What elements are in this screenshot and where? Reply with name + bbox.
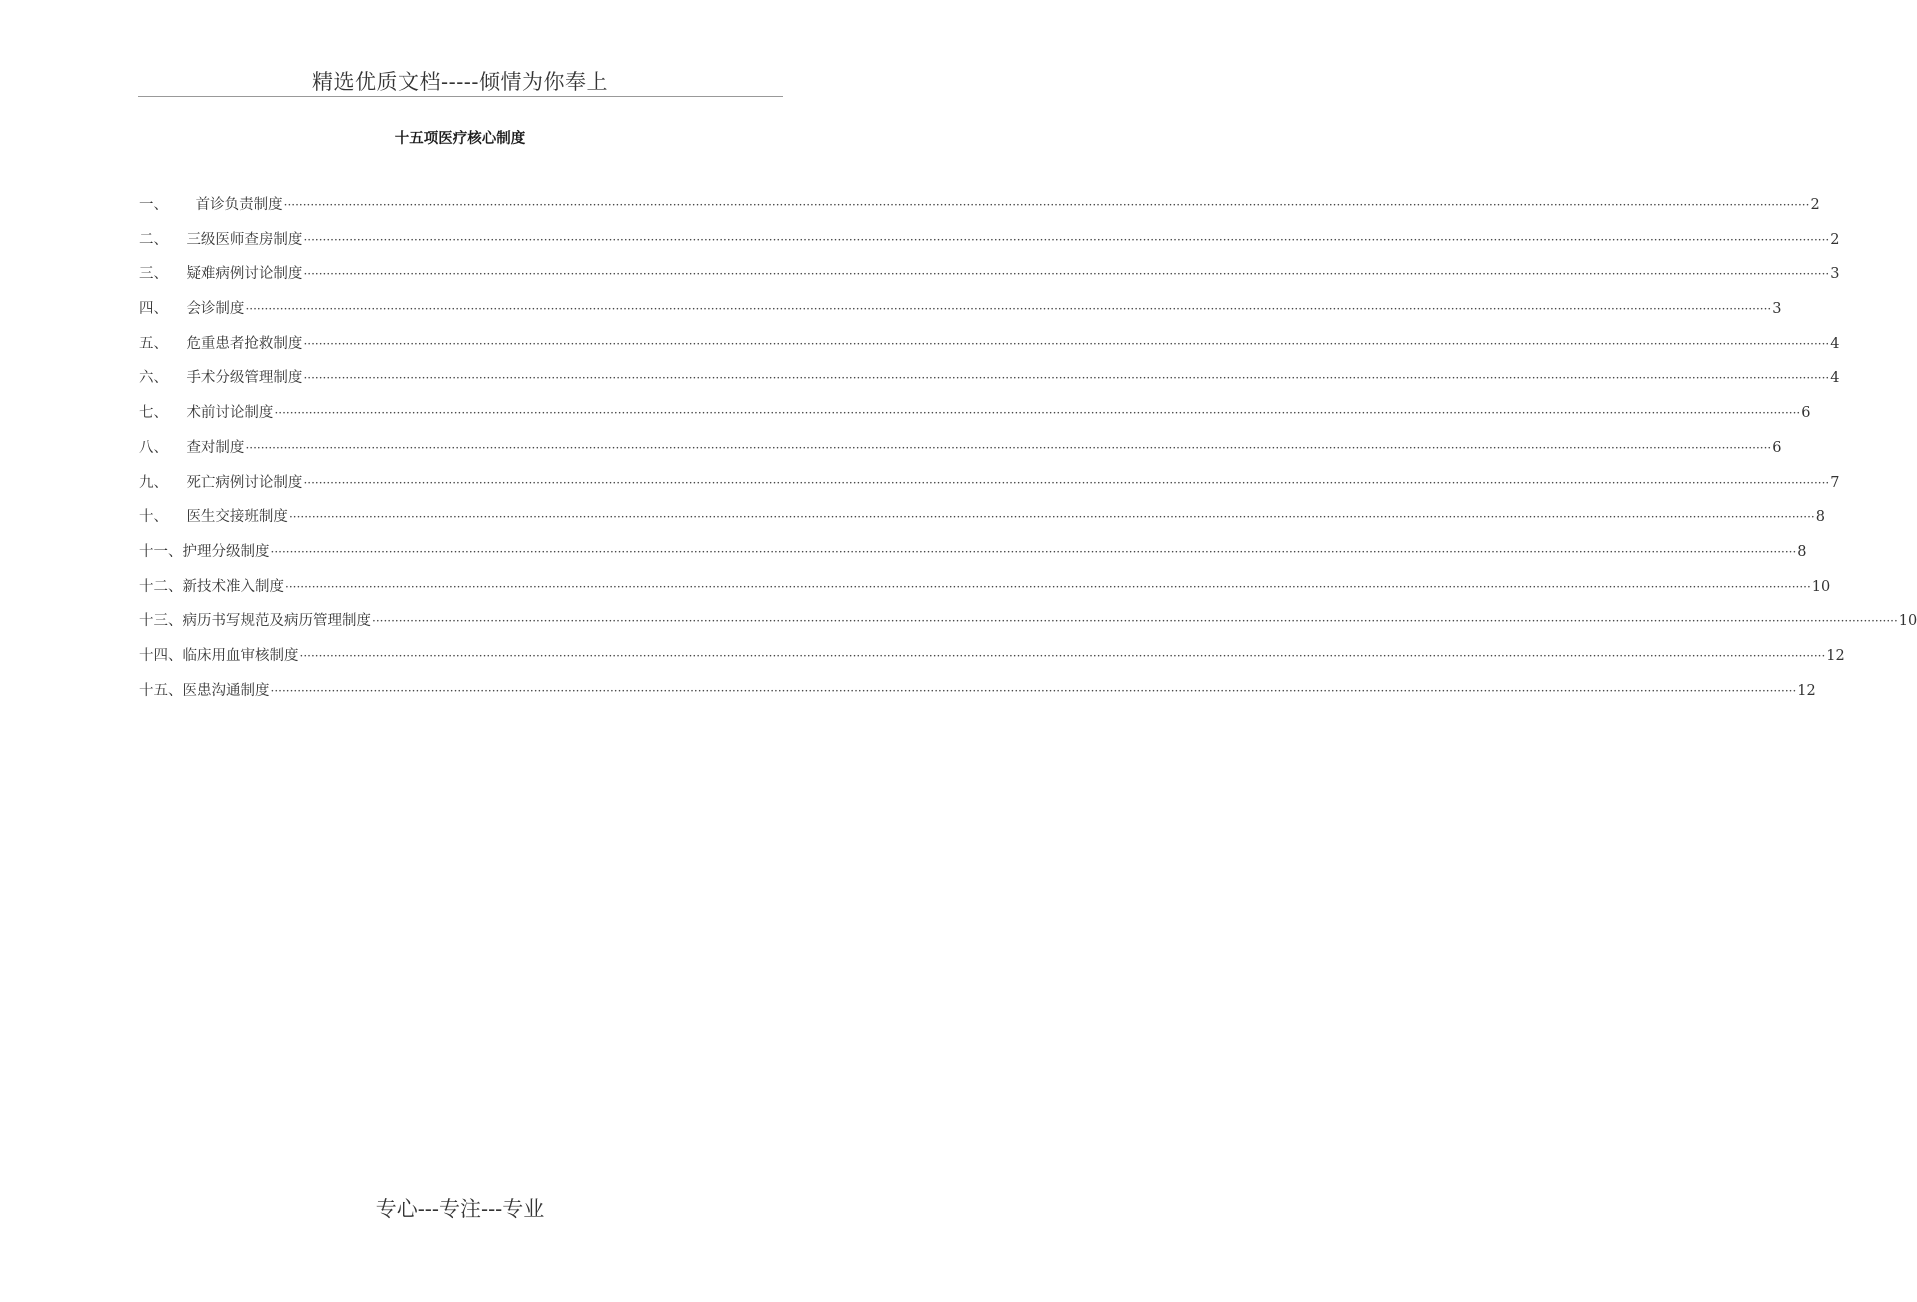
toc-dot-leader: ················································································································································································································································································································································································································ (303, 371, 1830, 386)
toc-entry[interactable] (139, 679, 1816, 714)
page-footer: 专心---专注---专业 (375, 1197, 545, 1221)
toc-entry-title: 死亡病例讨论制度 (186, 474, 303, 491)
toc-entry-spacing (168, 440, 186, 456)
toc-entry-title: 危重患者抢救制度 (186, 335, 303, 352)
toc-entry-number: 十一、 (139, 543, 183, 560)
toc-entry-number: 九、 (139, 474, 168, 491)
toc-entry-spacing (168, 301, 186, 317)
toc-entry-spacing (168, 370, 186, 386)
toc-entry-page-number: 12 (1797, 682, 1816, 699)
toc-dot-leader: ················································································································································································································································································································································································································ (270, 683, 1797, 698)
toc-entry-title: 临床用血审核制度 (182, 647, 299, 664)
toc-entry-title: 新技术准入制度 (182, 578, 284, 595)
toc-entry-number: 三、 (139, 266, 168, 283)
toc-entry-spacing (168, 475, 186, 491)
toc-dot-leader: ················································································································································································································································································································································································································ (245, 302, 1772, 317)
toc-dot-leader: ················································································································································································································································································································································································································ (303, 232, 1830, 247)
toc-entry[interactable] (139, 436, 1782, 471)
toc-entry[interactable] (139, 644, 1845, 679)
toc-entry-number: 十五、 (139, 682, 183, 699)
toc-dot-leader: ················································································································································································································································································································································································································ (303, 336, 1830, 351)
toc-entry-spacing (168, 232, 186, 248)
toc-dot-leader: ················································································································································································································································································································································································································ (288, 510, 1815, 525)
header-divider (138, 96, 783, 97)
toc-entry-number: 十三、 (139, 613, 183, 630)
toc-entry[interactable] (139, 193, 1820, 228)
toc-entry[interactable] (139, 401, 1811, 436)
toc-entry[interactable] (139, 471, 1840, 506)
toc-entry-title: 手术分级管理制度 (186, 370, 303, 387)
toc-entry-number: 八、 (139, 439, 168, 456)
toc-dot-leader: ················································································································································································································································································································································································································ (274, 406, 1801, 421)
toc-entry-title: 护理分级制度 (182, 543, 270, 560)
toc-entry-title: 首诊负责制度 (195, 197, 283, 213)
toc-entry[interactable] (139, 228, 1840, 263)
toc-entry-spacing (168, 509, 186, 525)
toc-entry-page-number: 2 (1810, 197, 1820, 213)
toc-entry-number: 六、 (139, 370, 168, 387)
toc-entry-page-number: 8 (1815, 509, 1825, 526)
toc-entry-title: 会诊制度 (186, 301, 245, 318)
toc-dot-leader: ················································································································································································································································································································································································································ (372, 614, 1898, 629)
toc-entry[interactable] (139, 609, 1917, 644)
toc-entry-spacing (168, 336, 186, 352)
toc-entry-number: 十、 (139, 509, 168, 526)
toc-entry-number: 十四、 (139, 647, 183, 664)
toc-entry[interactable] (139, 540, 1807, 575)
toc-entry-number: 四、 (139, 301, 168, 318)
toc-entry-title: 疑难病例讨论制度 (186, 266, 303, 283)
toc-dot-leader: ················································································································································································································································································································································································································ (303, 475, 1830, 490)
toc-entry-page-number: 3 (1772, 301, 1782, 318)
toc-entry-page-number: 6 (1801, 405, 1811, 422)
toc-entry-number: 一、 (139, 197, 168, 213)
toc-entry-title: 查对制度 (186, 439, 245, 456)
toc-entry-title: 医患沟通制度 (182, 682, 270, 699)
toc-entry-page-number: 10 (1898, 613, 1917, 630)
toc-entry[interactable] (139, 262, 1840, 297)
toc-dot-leader: ················································································································································································································································································································································································································ (303, 267, 1830, 282)
toc-entry-number: 十二、 (139, 578, 183, 595)
toc-entry-title: 三级医师查房制度 (186, 231, 303, 248)
toc-entry-title: 术前讨论制度 (186, 405, 274, 422)
toc-entry[interactable] (139, 332, 1840, 367)
page-header: 精选优质文档-----倾情为你奉上 (312, 70, 608, 94)
toc-entry[interactable] (139, 505, 1825, 540)
toc-entry-page-number: 12 (1826, 647, 1845, 664)
toc-entry-page-number: 8 (1797, 543, 1807, 560)
toc-entry-title: 病历书写规范及病历管理制度 (182, 613, 371, 630)
document-title: 十五项医疗核心制度 (394, 130, 526, 147)
toc-entry-page-number: 10 (1811, 578, 1831, 595)
toc-entry-number: 七、 (139, 405, 168, 422)
toc-dot-leader: ················································································································································································································································································································································································································ (299, 648, 1826, 663)
toc-entry-spacing (168, 405, 186, 421)
toc-entry[interactable] (139, 575, 1831, 610)
toc-entry[interactable] (139, 366, 1840, 401)
toc-entry-spacing (168, 266, 186, 282)
toc-entry-title: 医生交接班制度 (186, 509, 288, 526)
toc-entry-number: 二、 (139, 231, 168, 248)
toc-dot-leader: ················································································································································································································································································································································································································ (245, 440, 1772, 455)
toc-entry-page-number: 7 (1830, 474, 1840, 491)
toc-dot-leader: ················································································································································································································································································································································································································ (270, 544, 1797, 559)
toc-entry-page-number: 2 (1830, 231, 1840, 248)
table-of-contents (139, 193, 1917, 713)
toc-entry-page-number: 4 (1830, 335, 1840, 352)
toc-dot-leader: ················································································································································································································································································································································································································ (283, 198, 1810, 212)
toc-entry-spacing (168, 197, 196, 213)
toc-dot-leader: ················································································································································································································································································································································································································ (285, 579, 1811, 594)
toc-entry[interactable] (139, 297, 1782, 332)
toc-entry-page-number: 4 (1830, 370, 1840, 387)
toc-entry-page-number: 6 (1772, 439, 1782, 456)
toc-entry-number: 五、 (139, 335, 168, 352)
toc-entry-page-number: 3 (1830, 266, 1840, 283)
